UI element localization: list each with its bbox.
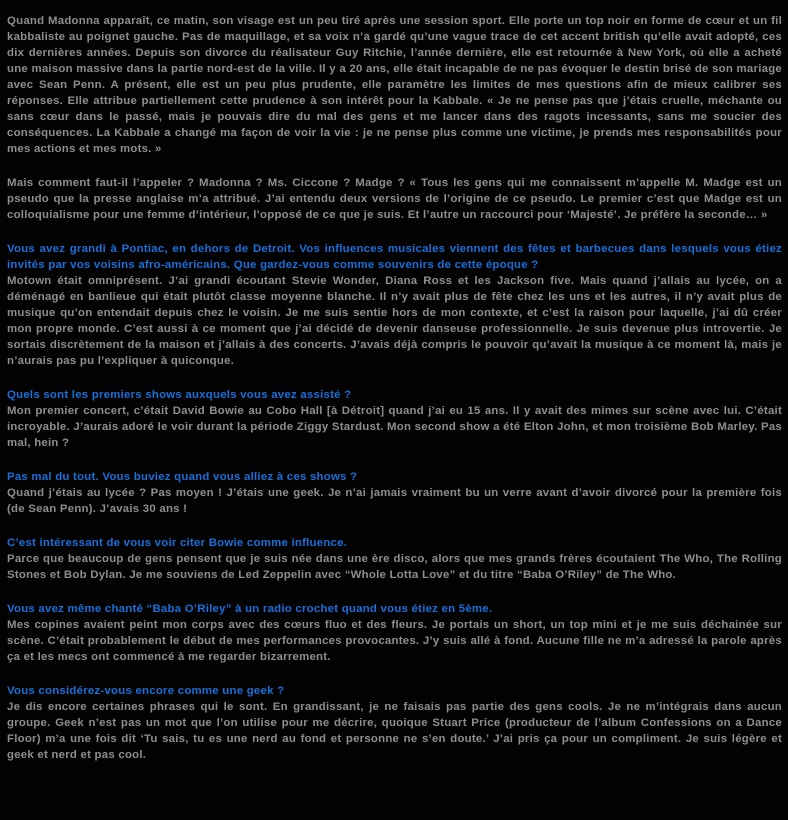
intro-paragraph-text: Quand Madonna apparaît, ce matin, son visage est un peu tiré après une session sport. Elle porte un top noir en forme de cœur et un fil kabbaliste au poignet gauche. Pas de maquillage, et sa voix n’a gardé qu’une vague trace de cet accent british qu’elle avait adopté, ces dix dernières années. Depuis son divorce du réalisateur Guy Ritchie, l’année dernière, elle est retournée à New York, où elle a acheté une maison massive dans la partie nord-est de la ville. Il y a 20 ans, elle était incapable de ne pas évoquer le destin brisé de son mariage avec Sean Penn. A présent, elle est un peu plus prudente, elle paramètre les limites de mes questions afin de mieux calibrer ses réponses. Elle attribue partiellement cette prudence à son intérêt pour la Kabbale. « Je ne pense pas que j’étais cruelle, méchante ou sans cœur dans le passé, mais je pouvais dire du mal des gens et me lancer dans des ragots incessants, sans me soucier des conséquences. La Kabbale a changé ma façon de voir la vie : je ne pense plus comme une victime, je prends mes responsabilités pour mes actions et mes mots. » (7, 15, 782, 155)
question: Vous avez grandi à Pontiac, en dehors de Detroit. Vos influences musicales viennent des fêtes et barbecues dans lesquels vous étiez invités par vos voisins afro-américains. Que gardez-vous comme souvenirs de cette époque ? (7, 243, 782, 271)
nickname-paragraph-text: Mais comment faut-il l’appeler ? Madonna ? Ms. Ciccone ? Madge ? « Tous les gens qui me connaissent m’appelle M. Madge est un pseudo que la presse anglaise m’a attribué. J’ai entendu deux versions de l’origine de ce pseudo. Le premier c’est que Madge est un colloquialisme pour une femme d’intérieur, l’opposé de ce que je suis. Et l’autre un raccourci pour ‘Majesté’. Je préfère la seconde… » (7, 177, 782, 221)
question: Vous avez même chanté “Baba O’Riley” à un radio crochet quand vous étiez en 5ème. (7, 603, 493, 615)
answer: Mes copines avaient peint mon corps avec des cœurs fluo et des fleurs. Je portais un short, un top mini et je me suis déchainée sur scène. C’était probablement le début de mes performances provocantes. J’y suis allé à fond. Aucune fille ne m’a adressé la parole après ça et les mecs ont commencé à me regarder bizarrement. (7, 619, 782, 663)
answer: Parce que beaucoup de gens pensent que je suis née dans une ère disco, alors que mes grands frères écoutaient The Who, The Rolling Stones et Bob Dylan. Je me souviens de Led Zeppelin avec “Whole Lotta Love” et du titre “Baba O’Riley” de The Who. (7, 553, 782, 581)
question: Pas mal du tout. Vous buviez quand vous alliez à ces shows ? (7, 471, 358, 483)
qa-item (7, 601, 782, 665)
qa-item (7, 241, 782, 369)
question: C’est intéressant de vous voir citer Bowie comme influence. (7, 537, 348, 549)
answer: Mon premier concert, c’était David Bowie au Cobo Hall [à Détroit] quand j’ai eu 15 ans. Il y avait des mimes sur scène avec lui. C’était incroyable. J’aurais adoré le voir durant la période Ziggy Stardust. Mon second show a été Elton John, et mon troisième Bob Marley. Pas mal, hein ? (7, 405, 782, 449)
answer: Motown était omniprésent. J’ai grandi écoutant Stevie Wonder, Diana Ross et les Jackson five. Mais quand j’allais au lycée, on a déménagé en banlieue qui était plutôt classe moyenne blanche. Il n’y avait plus de fête chez les uns et les autres, il n’y avait plus de musique qu’on entendait depuis chez le voisin. Je me suis sentie hors de mon contexte, et c’est la raison pour laquelle, j’ai dû créer mon propre monde. C’est aussi à ce moment que j’ai décidé de devenir danseuse professionnelle. Je suis devenue plus introvertie. Je sortais discrètement de la maison et j’allais à des concerts. J’avais déjà compris le pouvoir qu’avait la musique à ce moment là, mais je n’aurais pas pu l’expliquer à quiconque. (7, 275, 782, 367)
intro-paragraph (7, 13, 782, 157)
answer: Quand j’étais au lycée ? Pas moyen ! J’étais une geek. Je n’ai jamais vraiment bu un verre avant d’avoir divorcé pour la première fois (de Sean Penn). J’avais 30 ans ! (7, 487, 782, 515)
qa-item (7, 535, 782, 583)
question: Quels sont les premiers shows auxquels vous avez assisté ? (7, 389, 352, 401)
qa-item (7, 683, 782, 763)
qa-item (7, 469, 782, 517)
qa-item (7, 387, 782, 451)
question: Vous considérez-vous encore comme une geek ? (7, 685, 285, 697)
nickname-paragraph (7, 175, 782, 223)
answer: Je dis encore certaines phrases qui le sont. En grandissant, je ne faisais pas partie des gens cools. Je ne m’intégrais dans aucun groupe. Geek n’est pas un mot que l’on utilise pour me décrire, quoique Stuart Price (producteur de l’album Confessions on a Dance Floor) m’a une fois dit ‘Tu sais, tu es une nerd au fond et personne ne s’en doute.’ J’ai pris ça pour un compliment. Je suis légère et geek et nerd et pas cool. (7, 701, 782, 761)
